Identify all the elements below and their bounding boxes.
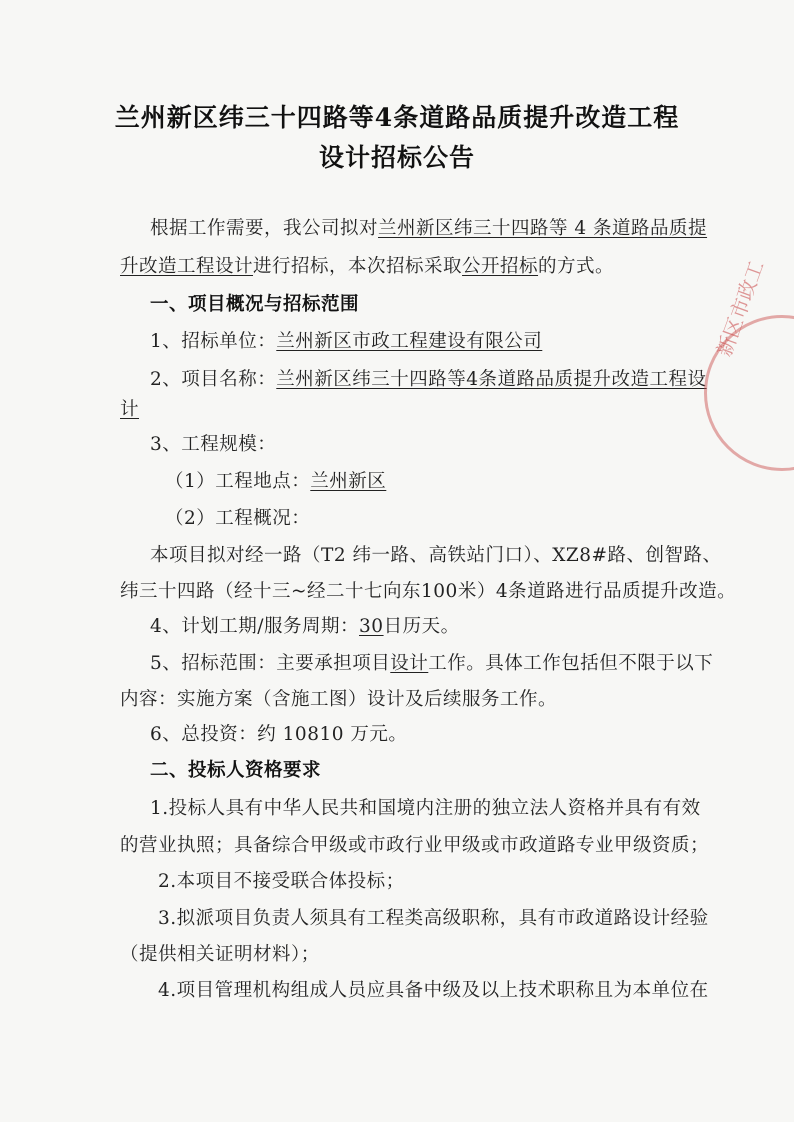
item-4-label: 4、计划工期/服务周期： bbox=[150, 616, 360, 637]
item-2 bbox=[150, 365, 707, 391]
item-3-1-value: 兰州新区 bbox=[310, 471, 387, 492]
item-1-value: 兰州新区市政工程建设有限公司 bbox=[276, 331, 543, 352]
item-2-label: 2、项目名称： bbox=[150, 369, 277, 390]
intro-method: 公开招标 bbox=[462, 256, 539, 277]
intro-project-name: 兰州新区纬三十四路等 4 条道路品质提 bbox=[378, 218, 708, 239]
item-2-value: 兰州新区纬三十四路等4条道路品质提升改造工程设 bbox=[276, 369, 707, 390]
intro-text-3: 的方式。 bbox=[538, 256, 615, 277]
intro-text: 根据工作需要，我公司拟对 bbox=[150, 218, 379, 239]
item-5 bbox=[150, 649, 713, 675]
intro-text-2: 进行招标，本次招标采取 bbox=[253, 256, 463, 277]
req-1-line-2: 的营业执照；具备综合甲级或市政行业甲级或市政道路专业甲级资质； bbox=[120, 835, 710, 856]
desc-line-1: 本项目拟对经一路（T2 纬一路、高铁站门口）、XZ8#路、创智路、 bbox=[150, 545, 722, 566]
req-3-line-2: （提供相关证明材料）； bbox=[120, 944, 320, 965]
item-5-cont: 内容：实施方案（含施工图）设计及后续服务工作。 bbox=[120, 689, 558, 710]
intro-line-1 bbox=[150, 214, 707, 240]
intro-line-2 bbox=[120, 252, 614, 278]
item-4-value: 30 bbox=[359, 616, 384, 637]
req-2: 2.本项目不接受联合体投标； bbox=[158, 871, 405, 892]
req-1-line-1: 1.投标人具有中华人民共和国境内注册的独立法人资格并具有有效 bbox=[150, 798, 701, 819]
desc-line-2: 纬三十四路（经十三~经二十七向东100米）4条道路进行品质提升改造。 bbox=[120, 581, 737, 602]
section-2-heading: 二、投标人资格要求 bbox=[150, 760, 322, 781]
item-4-tail: 日历天。 bbox=[383, 616, 460, 637]
item-3: 3、工程规模： bbox=[150, 434, 277, 455]
item-4 bbox=[150, 612, 460, 638]
item-5-text: 5、招标范围：主要承担项目 bbox=[150, 653, 391, 674]
item-3-1-label: （1）工程地点： bbox=[165, 471, 311, 492]
title-line-2: 设计招标公告 bbox=[318, 143, 475, 172]
req-4: 4.项目管理机构组成人员应具备中级及以上技术职称且为本单位在 bbox=[158, 980, 709, 1001]
intro-project-name-cont: 升改造工程设计 bbox=[120, 256, 254, 277]
item-3-1 bbox=[165, 467, 386, 493]
item-6: 6、总投资：约 10810 万元。 bbox=[150, 724, 408, 745]
section-1-heading: 一、项目概况与招标范围 bbox=[150, 294, 360, 315]
item-1 bbox=[150, 327, 542, 353]
company-seal-text: 新区市政工 bbox=[711, 257, 769, 360]
item-3-2: （2）工程概况： bbox=[165, 508, 311, 529]
item-2-cont bbox=[120, 395, 139, 421]
item-2-value-cont: 计 bbox=[120, 399, 140, 420]
req-3-line-1: 3.拟派项目负责人须具有工程类高级职称，具有市政道路设计经验 bbox=[158, 908, 709, 929]
title-line-1: 兰州新区纬三十四路等4条道路品质提升改造工程 bbox=[114, 103, 680, 132]
item-5-text-2: 工作。具体工作包括但不限于以下 bbox=[428, 653, 714, 674]
item-1-label: 1、招标单位： bbox=[150, 331, 277, 352]
item-5-design: 设计 bbox=[390, 653, 429, 674]
